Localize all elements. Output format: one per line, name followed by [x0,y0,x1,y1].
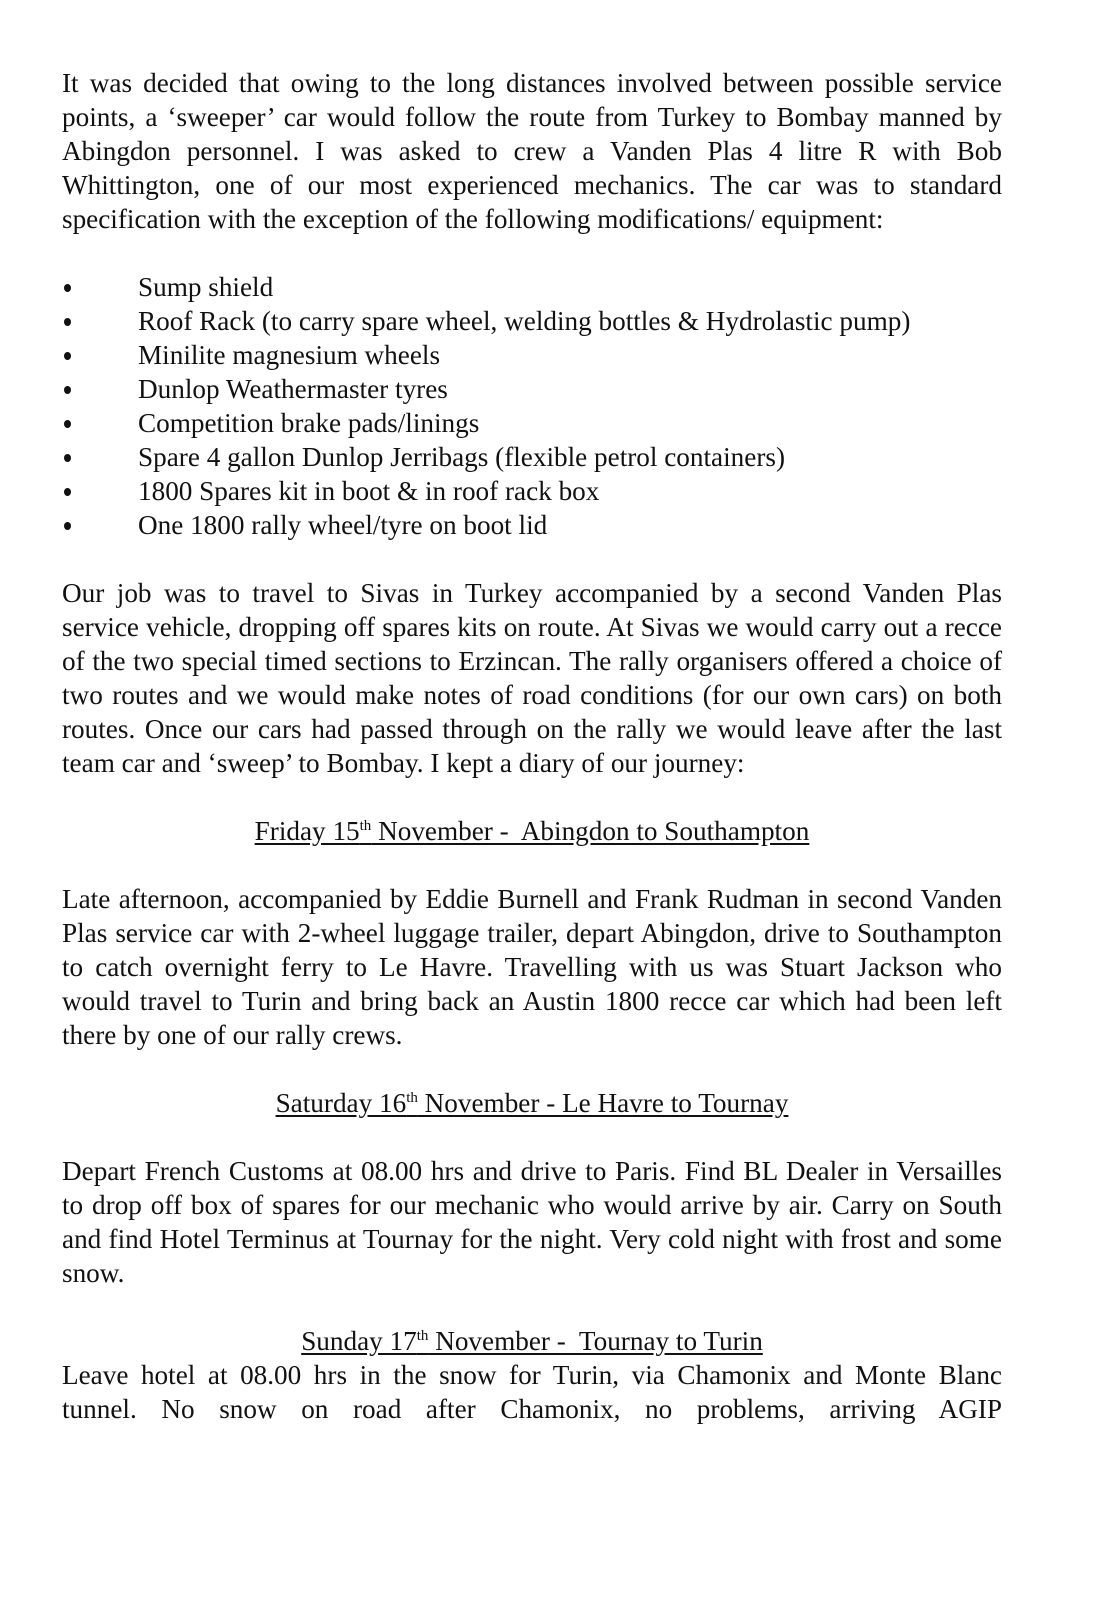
list-item: 1800 Spares kit in boot & in roof rack box [62,474,1002,508]
diary-heading-saturday: Saturday 16th November - Le Havre to Tournay [275,1088,789,1118]
list-item: Competition brake pads/linings [62,406,1002,440]
list-item: One 1800 rally wheel/tyre on boot lid [62,508,1002,542]
diary-heading-sunday: Sunday 17th November - Tournay to Turin [301,1326,763,1356]
bullet-icon [64,284,71,292]
bullet-icon [64,522,71,530]
diary-entry-friday: Late afternoon, accompanied by Eddie Burnell and Frank Rudman in second Vanden Plas service car with 2-wheel luggage trailer, depart Abingdon, drive to Southampton to catch overnight ferry to Le Havre. Travelling with us was Stuart Jackson who would travel to Turin and bring back an Austin 1800 recce car which had been left there by one of our rally crews. [62,884,1002,1050]
bullet-icon [64,488,71,496]
diary-entry-sunday: Leave hotel at 08.00 hrs in the snow for Turin, via Chamonix and Monte Blanc tunnel. No snow on road after Chamonix, no problems, arriving AGIP [62,1360,1002,1424]
document-page [62,66,1002,1426]
list-item: Spare 4 gallon Dunlop Jerribags (flexible petrol containers) [62,440,1002,474]
bullet-icon [64,454,71,462]
job-paragraph: Our job was to travel to Sivas in Turkey accompanied by a second Vanden Plas service vehicle, dropping off spares kits on route. At Sivas we would carry out a recce of the two special timed sections to Erzincan. The rally organisers offered a choice of two routes and we would make notes of road conditions (for our own cars) on both routes. Once our cars had passed through on the rally we would leave after the last team car and ‘sweep’ to Bombay. I kept a diary of our journey: [62,578,1002,778]
bullet-icon [64,420,71,428]
equipment-list [62,270,1002,542]
diary-entry-saturday: Depart French Customs at 08.00 hrs and drive to Paris. Find BL Dealer in Versailles to drop off box of spares for our mechanic who would arrive by air. Carry on South and find Hotel Terminus at Tournay for the night. Very cold night with frost and some snow. [62,1156,1002,1288]
intro-paragraph: It was decided that owing to the long distances involved between possible service points, a ‘sweeper’ car would follow the route from Turkey to Bombay manned by Abingdon personnel. I was asked to crew a Vanden Plas 4 litre R with Bob Whittington, one of our most experienced mechanics. The car was to standard specification with the exception of the following modifications/ equipment: [62,68,1002,234]
list-item: Minilite magnesium wheels [62,338,1002,372]
bullet-icon [64,318,71,326]
list-item: Dunlop Weathermaster tyres [62,372,1002,406]
bullet-icon [64,352,71,360]
diary-heading-friday: Friday 15th November - Abingdon to Southampton [254,816,810,846]
list-item: Sump shield [62,270,1002,304]
list-item: Roof Rack (to carry spare wheel, welding bottles & Hydrolastic pump) [62,304,1002,338]
bullet-icon [64,386,71,394]
